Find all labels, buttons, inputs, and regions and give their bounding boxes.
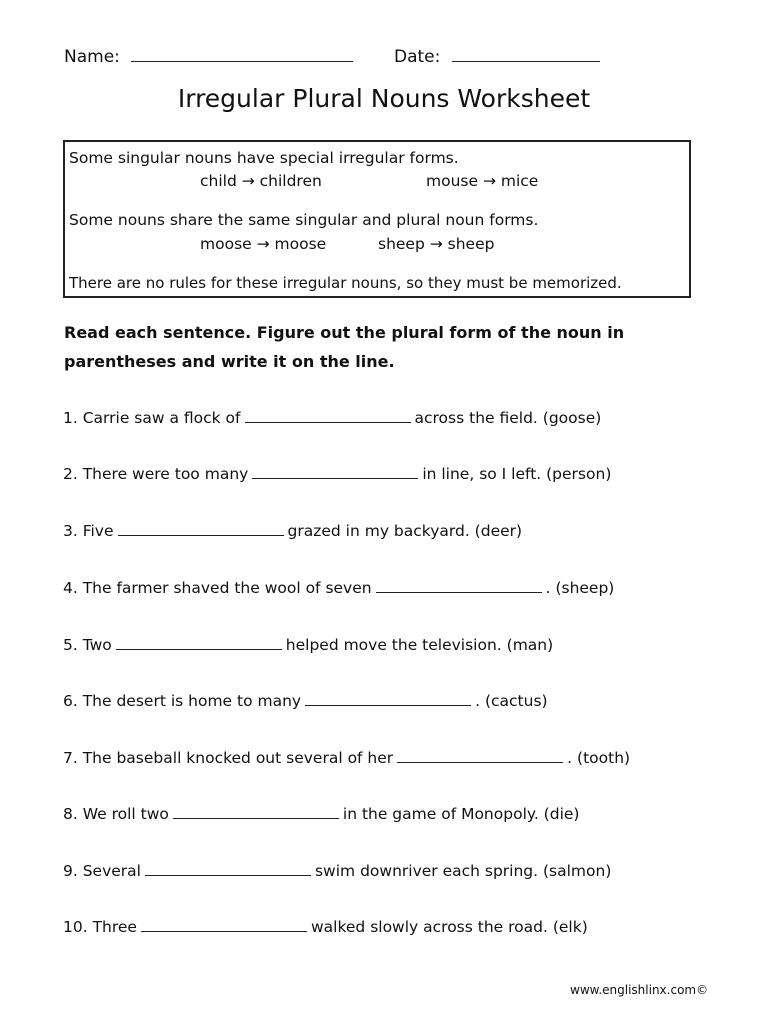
footer-url: www.englishlinx.com© (570, 983, 709, 997)
question-text-after: in line, so I left. (person) (422, 465, 612, 483)
answer-blank[interactable] (305, 691, 471, 706)
question-text-before: 9. Several (63, 862, 141, 880)
question-text-after: . (cactus) (475, 692, 548, 710)
question-2 (63, 464, 611, 483)
instructions-line-1: Read each sentence. Figure out the plural form of the noun in (64, 323, 625, 342)
instructions-line-2: parentheses and write it on the line. (64, 352, 395, 371)
question-text-after: in the game of Monopoly. (die) (342, 805, 580, 823)
answer-blank[interactable] (397, 748, 563, 763)
rule-line-1: Some singular nouns have special irregular forms. (69, 149, 459, 167)
question-5 (63, 635, 553, 654)
name-input-line[interactable] (131, 47, 353, 62)
question-text-before: 4. The farmer shaved the wool of seven (63, 579, 372, 597)
answer-blank[interactable] (118, 521, 284, 536)
question-1 (63, 408, 601, 427)
question-text-before: 6. The desert is home to many (63, 692, 302, 710)
answer-blank[interactable] (173, 804, 339, 819)
answer-blank[interactable] (245, 408, 411, 423)
question-text-after: . (sheep) (545, 579, 615, 597)
question-text-before: 7. The baseball knocked out several of her (63, 749, 394, 767)
name-label: Name: (64, 47, 120, 67)
question-text-before: 5. Two (63, 636, 112, 654)
answer-blank[interactable] (116, 635, 282, 650)
question-9 (63, 861, 611, 880)
answer-blank[interactable] (376, 578, 542, 593)
question-8 (63, 804, 579, 823)
question-10 (63, 917, 588, 936)
answer-blank[interactable] (145, 861, 311, 876)
question-text-before: 1. Carrie saw a flock of (63, 409, 241, 427)
rule-example-mouse: mouse → mice (426, 172, 539, 190)
question-text-before: 3. Five (63, 522, 114, 540)
rule-example-child: child → children (200, 172, 322, 190)
question-text-after: swim downriver each spring. (salmon) (314, 862, 612, 880)
question-text-after: across the field. (goose) (414, 409, 602, 427)
question-text-before: 2. There were too many (63, 465, 249, 483)
question-text-after: walked slowly across the road. (elk) (310, 918, 588, 936)
page-title: Irregular Plural Nouns Worksheet (177, 84, 591, 113)
question-7 (63, 748, 630, 767)
date-label: Date: (394, 47, 441, 67)
answer-blank[interactable] (252, 464, 418, 479)
rule-example-sheep: sheep → sheep (378, 235, 495, 253)
answer-blank[interactable] (141, 917, 307, 932)
question-4 (63, 578, 614, 597)
date-input-line[interactable] (452, 47, 600, 62)
question-text-after: helped move the television. (man) (285, 636, 554, 654)
rule-example-moose: moose → moose (200, 235, 327, 253)
question-6 (63, 691, 548, 710)
date-field-row (394, 47, 600, 67)
rule-line-2: Some nouns share the same singular and plural noun forms. (69, 211, 539, 229)
question-3 (63, 521, 522, 540)
name-field-row (64, 47, 353, 67)
question-text-after: grazed in my backyard. (deer) (287, 522, 523, 540)
question-text-before: 10. Three (63, 918, 137, 936)
rule-line-3: There are no rules for these irregular nouns, so they must be memorized. (69, 274, 622, 292)
question-text-before: 8. We roll two (63, 805, 169, 823)
question-text-after: . (tooth) (567, 749, 631, 767)
